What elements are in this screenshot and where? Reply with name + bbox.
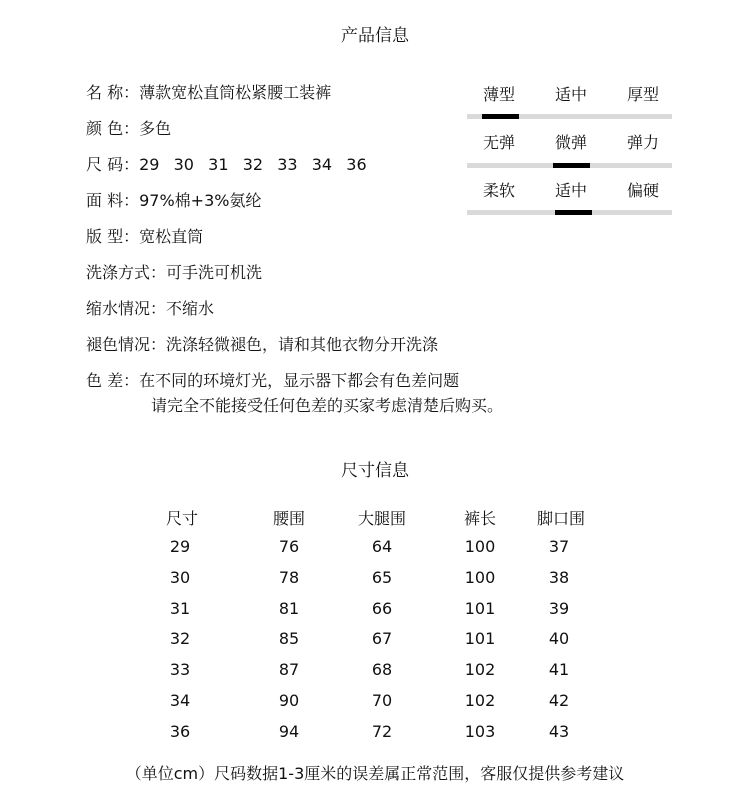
size-table-cell: 39 (548, 598, 570, 618)
color-diff-note: 请完全不能接受任何色差的买家考虑清楚后购买。 (151, 396, 504, 415)
scale-thickness-indicator (482, 114, 519, 119)
size-table-cell: 36 (169, 721, 191, 741)
scale-elasticity-option: 无弹 (482, 133, 515, 152)
scale-thickness-option: 适中 (554, 85, 587, 104)
size-table-cell: 32 (169, 629, 191, 649)
scale-softness-option: 柔软 (482, 181, 515, 200)
scale-softness-indicator (555, 210, 592, 215)
scale-thickness-option: 薄型 (482, 85, 515, 104)
size-table-cell: 72 (371, 721, 393, 741)
size-table-cell: 31 (169, 598, 191, 618)
size-table-cell: 100 (464, 567, 496, 587)
scale-elasticity-track (467, 163, 672, 168)
size-table-cell: 76 (278, 537, 300, 556)
size-table-cell: 38 (548, 567, 570, 587)
product-info-title: 产品信息 (341, 26, 409, 46)
header-hem: 脚口围 (536, 509, 585, 528)
size-table-cell: 42 (548, 691, 570, 710)
header-length: 裤长 (463, 509, 496, 528)
info-label: 颜 色： (86, 119, 140, 138)
info-row-washing (86, 263, 262, 283)
scale-softness-option: 偏硬 (626, 181, 659, 200)
info-label: 色 差： (86, 371, 140, 390)
size-table-cell: 103 (464, 721, 496, 741)
info-label: 版 型： (86, 227, 140, 246)
info-label: 名 称： (86, 83, 140, 102)
scale-elasticity-option: 弹力 (626, 133, 659, 152)
size-table-cell: 34 (169, 691, 191, 710)
info-row-fit (86, 227, 203, 247)
size-table-cell: 33 (169, 660, 191, 680)
info-value: 29 30 31 32 33 34 36 (139, 155, 367, 174)
size-table-cell: 40 (548, 629, 570, 649)
info-value: 洗涤轻微褪色，请和其他衣物分开洗涤 (166, 335, 439, 354)
size-table-cell: 94 (278, 721, 300, 741)
size-table-cell: 81 (278, 598, 300, 618)
size-table-cell: 70 (371, 691, 393, 710)
size-table-cell: 67 (371, 629, 393, 649)
scale-softness-option: 适中 (554, 181, 587, 200)
size-table-cell: 87 (278, 660, 300, 680)
size-table-cell: 43 (548, 721, 570, 741)
size-table-cell: 29 (169, 537, 191, 556)
header-thigh: 大腿围 (357, 509, 406, 528)
info-label: 褪色情况： (86, 335, 167, 354)
info-value: 薄款宽松直筒松紧腰工装裤 (139, 83, 332, 102)
size-table-cell: 100 (464, 537, 496, 556)
size-table-cell: 65 (371, 567, 393, 587)
info-value: 不缩水 (166, 299, 215, 318)
size-table-cell: 101 (464, 629, 496, 649)
scale-elasticity-option: 微弹 (554, 133, 587, 152)
scale-thickness-track (467, 114, 672, 119)
size-table-cell: 41 (548, 660, 570, 680)
size-table-cell: 30 (169, 567, 191, 587)
size-table-cell: 102 (464, 660, 496, 680)
size-footnote: （单位cm）尺码数据1-3厘米的误差属正常范围，客服仅提供参考建议 (125, 764, 625, 783)
size-table-cell: 78 (278, 567, 300, 587)
info-value: 在不同的环境灯光，显示器下都会有色差问题 (139, 371, 460, 390)
info-value: 宽松直筒 (139, 227, 204, 246)
scale-softness-track (467, 210, 672, 215)
info-row-name (86, 83, 331, 103)
info-value: 97%棉+3%氨纶 (139, 191, 262, 210)
info-row-fading (86, 335, 438, 355)
size-table-cell: 68 (371, 660, 393, 680)
size-table-cell: 37 (548, 537, 570, 556)
size-table-cell: 66 (371, 598, 393, 618)
size-info-title: 尺寸信息 (341, 461, 409, 481)
info-row-color (86, 119, 171, 139)
scale-elasticity-indicator (553, 163, 590, 168)
header-size: 尺寸 (165, 509, 198, 528)
info-value: 多色 (139, 119, 172, 138)
size-table-cell: 90 (278, 691, 300, 710)
info-value: 可手洗可机洗 (166, 263, 263, 282)
size-table-cell: 64 (371, 537, 393, 556)
info-row-fabric (86, 191, 261, 211)
size-table-cell: 102 (464, 691, 496, 710)
size-table-cell: 101 (464, 598, 496, 618)
info-row-shrinkage (86, 299, 214, 319)
info-label: 洗涤方式： (86, 263, 167, 282)
scale-thickness-option: 厚型 (626, 85, 659, 104)
info-row-size (86, 155, 367, 175)
info-label: 缩水情况： (86, 299, 167, 318)
info-label: 面 料： (86, 191, 140, 210)
info-row-color-diff (86, 371, 459, 391)
info-label: 尺 码： (86, 155, 140, 174)
size-table-cell: 85 (278, 629, 300, 649)
header-waist: 腰围 (272, 509, 305, 528)
